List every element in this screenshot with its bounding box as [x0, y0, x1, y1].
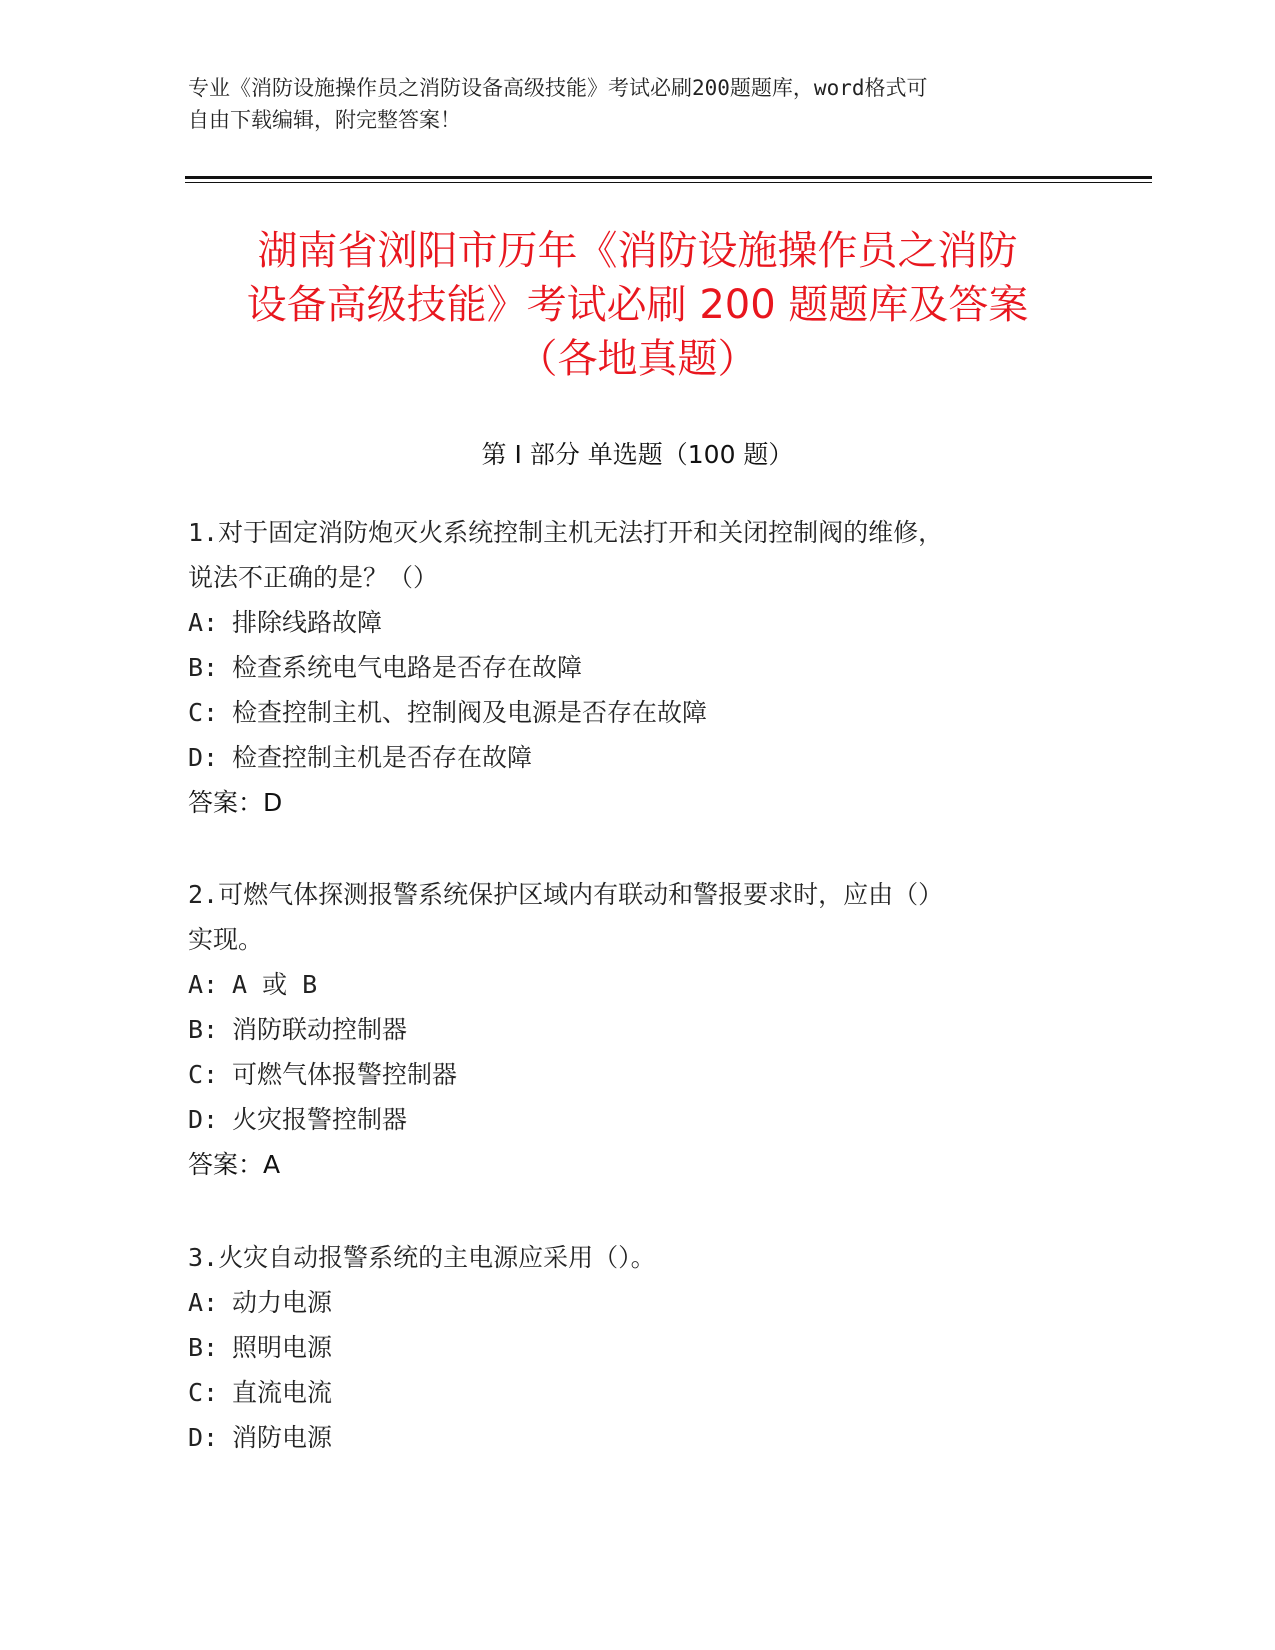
- option-text: 动力电源: [232, 1288, 333, 1317]
- title-line-2: 设备高级技能》考试必刷 200 题题库及答案: [246, 282, 1029, 328]
- option-text: 火灾报警控制器: [232, 1105, 408, 1134]
- option-text: 检查控制主机、控制阀及电源是否存在故障: [232, 698, 708, 727]
- option-letter: A:: [188, 970, 219, 999]
- option-text: 可燃气体报警控制器: [232, 1060, 458, 1089]
- option-text: A 或 B: [232, 970, 318, 999]
- option-text: 照明电源: [232, 1333, 333, 1362]
- answer-line: 答案：D: [188, 788, 283, 817]
- option-text: 消防电源: [232, 1423, 333, 1452]
- option-d: [188, 1097, 1068, 1142]
- option-c: [188, 1370, 1068, 1415]
- option-a: [188, 962, 1068, 1007]
- option-d: [188, 735, 1068, 780]
- option-letter: D:: [188, 1423, 219, 1452]
- option-b: [188, 1007, 1068, 1052]
- option-letter: A:: [188, 608, 219, 637]
- option-letter: A:: [188, 1288, 219, 1317]
- question-stem-line-2: 说法不正确的是？（）: [188, 563, 439, 592]
- option-b: [188, 1325, 1068, 1370]
- option-b: [188, 645, 1068, 690]
- title-line-1: 湖南省浏阳市历年《消防设施操作员之消防: [257, 228, 1018, 274]
- option-text: 排除线路故障: [232, 608, 383, 637]
- question-stem-line-1: 3.火灾自动报警系统的主电源应采用（）。: [188, 1243, 656, 1272]
- header-note-line-2: 自由下载编辑，附完整答案！: [188, 108, 461, 132]
- document-title: [160, 224, 1115, 386]
- option-text: 检查系统电气电路是否存在故障: [232, 653, 583, 682]
- option-c: [188, 1052, 1068, 1097]
- option-letter: D:: [188, 743, 219, 772]
- option-letter: B:: [188, 1333, 219, 1362]
- question-3: [188, 1235, 1068, 1460]
- option-letter: C:: [188, 1060, 219, 1089]
- header-note-line-1: 专业《消防设施操作员之消防设备高级技能》考试必刷200题题库，word格式可: [188, 76, 928, 100]
- option-a: [188, 1280, 1068, 1325]
- option-letter: C:: [188, 698, 219, 727]
- question-1: [188, 510, 1068, 825]
- question-2: [188, 872, 1068, 1187]
- header-rule-thick: [185, 176, 1152, 179]
- option-a: [188, 600, 1068, 645]
- option-letter: C:: [188, 1378, 219, 1407]
- option-letter: B:: [188, 1015, 219, 1044]
- option-letter: D:: [188, 1105, 219, 1134]
- question-stem-line-1: 1.对于固定消防炮灭火系统控制主机无法打开和关闭控制阀的维修，: [188, 518, 944, 547]
- header-rule-thin: [185, 182, 1152, 183]
- option-letter: B:: [188, 653, 219, 682]
- option-c: [188, 690, 1068, 735]
- option-text: 消防联动控制器: [232, 1015, 408, 1044]
- option-d: [188, 1415, 1068, 1460]
- option-text: 直流电流: [232, 1378, 333, 1407]
- option-text: 检查控制主机是否存在故障: [232, 743, 533, 772]
- answer-line: 答案：A: [188, 1150, 281, 1179]
- header-note: [188, 72, 1068, 136]
- title-line-3: （各地真题）: [517, 336, 758, 382]
- question-stem-line-2: 实现。: [188, 925, 264, 954]
- section-title: 第 I 部分 单选题（100 题）: [481, 440, 794, 469]
- question-stem-line-1: 2.可燃气体探测报警系统保护区域内有联动和警报要求时，应由（）: [188, 880, 944, 909]
